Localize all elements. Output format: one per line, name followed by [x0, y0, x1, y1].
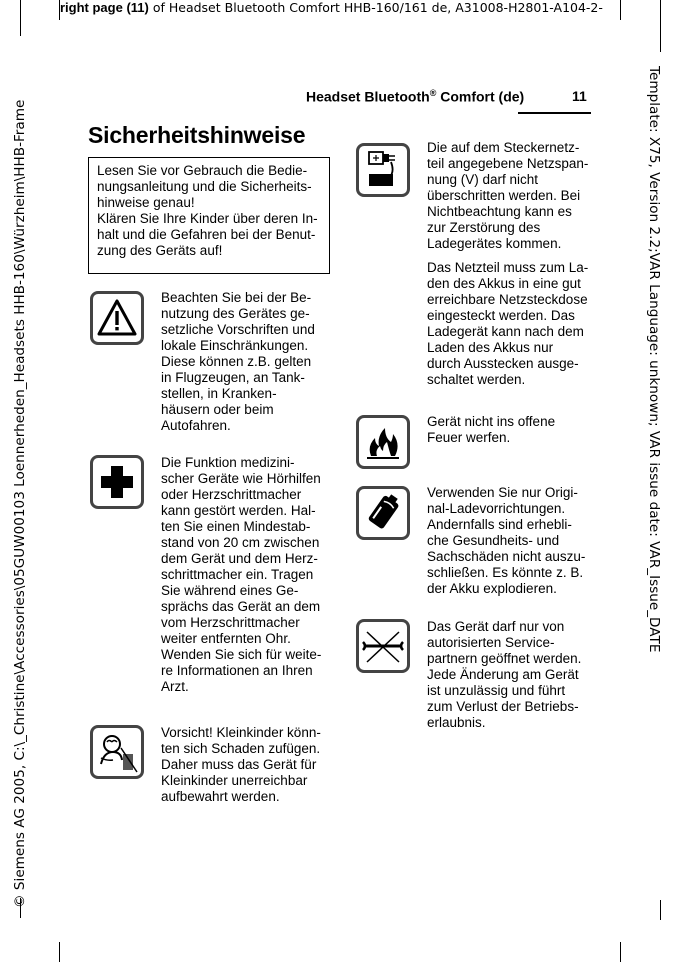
text-line: sprächs das Gerät an dem: [161, 599, 321, 614]
text-line: teil angegebene Netzspan-: [427, 156, 589, 171]
text-line: Beachten Sie bei der Be-: [161, 290, 312, 305]
text-line: Gerät nicht ins offene: [427, 414, 556, 429]
child-safety-icon: [90, 725, 144, 779]
text-line: Das Gerät darf nur von: [427, 619, 565, 634]
text-line: Die Funktion medizini-: [161, 455, 295, 470]
crop-mark: [620, 942, 621, 962]
crop-mark: [620, 0, 621, 20]
text-line: schaltet werden.: [427, 372, 526, 387]
crop-mark: [59, 942, 60, 962]
text-line: ist unzulässig und führt: [427, 683, 566, 698]
fire-text: [427, 414, 599, 446]
text-line: Jede Änderung am Gerät: [427, 667, 579, 682]
text-line: Daher muss das Gerät für: [161, 757, 317, 772]
tools-text: [427, 619, 599, 731]
text-line: nal-Ladevorrichtungen.: [427, 501, 566, 516]
text-line: Laden des Akkus nur: [427, 340, 554, 355]
section-title: Sicherheitshinweise: [88, 122, 306, 148]
medical-text: [161, 455, 331, 695]
text-line: nutzung des Gerätes ge-: [161, 306, 310, 321]
fire-icon: [356, 415, 410, 469]
paragraph-gap: [427, 252, 599, 260]
child-text: [161, 725, 331, 805]
crop-mark: [20, 0, 21, 36]
text-line: eingesteckt werden. Das: [427, 308, 575, 323]
notice-line: hinweise genau!: [97, 195, 195, 210]
text-line: ten Sie einen Mindestab-: [161, 519, 311, 534]
text-line: schrittmacher ein. Tragen: [161, 567, 314, 582]
battery-icon: [356, 486, 410, 540]
text-line: schließen. Es könnte z. B.: [427, 565, 584, 580]
crop-mark: [20, 898, 21, 918]
page-header-title: [306, 88, 524, 105]
notice-line: Lesen Sie vor Gebrauch die Bedie-: [97, 163, 308, 178]
text-line: setzliche Vorschriften und: [161, 322, 315, 337]
notice-line: zung des Geräts auf!: [97, 243, 223, 258]
text-line: lokale Einschränkungen.: [161, 338, 309, 353]
text-line: kann gestört werden. Hal-: [161, 503, 316, 518]
meta-header-rest: of Headset Bluetooth Comfort HHB-160/161 de, A31008-H2801-A104-2-: [148, 0, 603, 15]
text-line: Nichtbeachtung kann es: [427, 204, 572, 219]
text-line: stand von 20 cm zwischen: [161, 535, 320, 550]
text-line: weiter entfernten Ohr.: [161, 631, 291, 646]
text-line: stellen, in Kranken-: [161, 386, 277, 401]
text-line: Feuer werfen.: [427, 430, 511, 445]
medical-cross-icon: [90, 455, 144, 509]
adapter-text: [427, 140, 599, 388]
text-line: erreichbare Netzsteckdose: [427, 292, 588, 307]
page-number: 11: [572, 88, 587, 104]
text-line: zum Verlust der Betriebs-: [427, 699, 579, 714]
text-line: den des Akkus in eine gut: [427, 276, 581, 291]
text-line: Vorsicht! Kleinkinder könn-: [161, 725, 321, 740]
power-adapter-icon: [356, 143, 410, 197]
text-line: dem Gerät und dem Herz-: [161, 551, 318, 566]
text-line: zur Zerstörung des: [427, 220, 541, 235]
notice-line: halt und die Gefahren bei der Benut-: [97, 227, 316, 242]
text-line: überschritten werden. Bei: [427, 188, 581, 203]
text-line: in Flugzeugen, an Tank-: [161, 370, 305, 385]
header-rule: [518, 112, 591, 114]
text-line: nung (V) darf nicht: [427, 172, 539, 187]
text-line: autorisierten Service-: [427, 635, 555, 650]
text-line: Autofahren.: [161, 418, 231, 433]
text-line: Sie während eines Ge-: [161, 583, 299, 598]
text-line: partnern geöffnet werden.: [427, 651, 582, 666]
battery-text: [427, 485, 599, 597]
right-margin-text: Template: X75, Version 2.2;VAR Language: unknown; VAR issue date: VAR_Issue_DATE: [646, 66, 662, 653]
text-line: Wenden Sie sich für weite-: [161, 647, 322, 662]
text-line: Sachschäden nicht auszu-: [427, 549, 586, 564]
page-header-title-suffix: Comfort (de): [436, 88, 525, 105]
no-tools-icon: [356, 619, 410, 673]
text-line: Die auf dem Steckernetz-: [427, 140, 580, 155]
text-line: Ladegerätes kommen.: [427, 236, 562, 251]
crop-mark: [59, 0, 60, 20]
text-line: ten sich Schaden zufügen.: [161, 741, 321, 756]
crop-mark: [660, 900, 661, 920]
text-line: erlaubnis.: [427, 715, 486, 730]
meta-header-bold: right page (11): [60, 0, 149, 15]
text-line: re Informationen an Ihren: [161, 663, 313, 678]
text-line: Arzt.: [161, 679, 189, 694]
text-line: Das Netzteil muss zum La-: [427, 260, 589, 275]
text-line: aufbewahrt werden.: [161, 789, 280, 804]
text-line: vom Herzschrittmacher: [161, 615, 300, 630]
text-line: häusern oder beim: [161, 402, 274, 417]
notice-line: Klären Sie Ihre Kinder über deren In-: [97, 211, 318, 226]
notice-line: nungsanleitung und die Sicherheits-: [97, 179, 312, 194]
right-margin-note: [646, 0, 680, 962]
text-line: Kleinkinder unerreichbar: [161, 773, 308, 788]
text-line: durch Ausstecken ausge-: [427, 356, 579, 371]
text-line: oder Herzschrittmacher: [161, 487, 302, 502]
left-margin-note: [0, 0, 28, 962]
text-line: Diese können z.B. gelten: [161, 354, 312, 369]
page-header-title-main: Headset Bluetooth: [306, 88, 430, 105]
notice-box: [88, 157, 330, 274]
left-margin-text: © Siemens AG 2005, C:\_Christine\Accessories\05GUW00103 Loennerheden_Headsets HHB-160\Würzheim\HHB-Frame: [12, 99, 28, 908]
text-line: Verwenden Sie nur Origi-: [427, 485, 578, 500]
text-line: Andernfalls sind erhebli-: [427, 517, 572, 532]
text-line: der Akku explodieren.: [427, 581, 557, 596]
text-line: scher Geräte wie Hörhilfen: [161, 471, 321, 486]
warning-text: [161, 290, 331, 434]
registered-mark: ®: [429, 88, 437, 98]
text-line: che Gesundheits- und: [427, 533, 560, 548]
crop-mark: [660, 0, 661, 52]
warning-triangle-icon: [90, 291, 144, 345]
meta-header: [60, 0, 680, 20]
text-line: Ladegerät kann nach dem: [427, 324, 584, 339]
